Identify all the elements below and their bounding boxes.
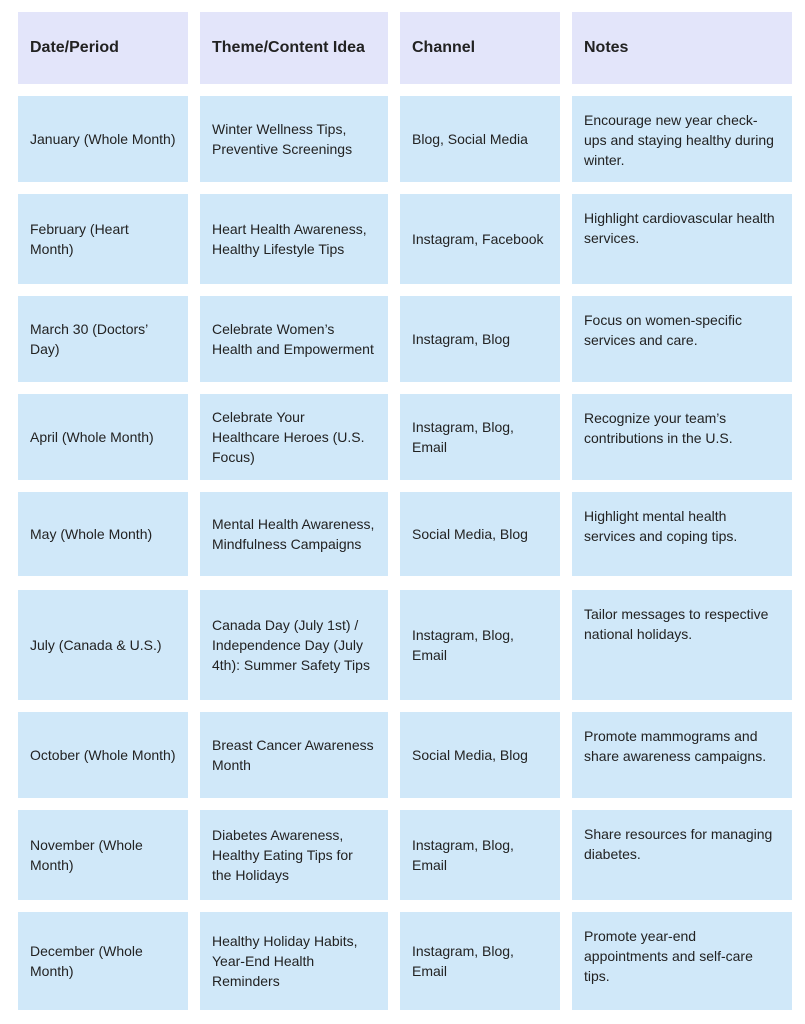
cell-channel: Instagram, Blog, Email (400, 912, 560, 1010)
cell-date-period: February (Heart Month) (18, 194, 188, 284)
cell-channel: Instagram, Facebook (400, 194, 560, 284)
cell-channel: Instagram, Blog, Email (400, 810, 560, 900)
cell-channel: Instagram, Blog, Email (400, 590, 560, 700)
cell-channel: Instagram, Blog (400, 296, 560, 382)
cell-theme: Celebrate Your Healthcare Heroes (U.S. Focus) (200, 394, 388, 480)
cell-date-period: December (Whole Month) (18, 912, 188, 1010)
cell-theme: Healthy Holiday Habits, Year-End Health Reminders (200, 912, 388, 1010)
cell-date-period: May (Whole Month) (18, 492, 188, 576)
cell-date-period: April (Whole Month) (18, 394, 188, 480)
header-notes: Notes (572, 12, 792, 84)
header-date-period: Date/Period (18, 12, 188, 84)
cell-theme: Celebrate Women’s Health and Empowerment (200, 296, 388, 382)
cell-notes: Highlight mental health services and coping tips. (572, 492, 792, 576)
cell-date-period: March 30 (Doctors’ Day) (18, 296, 188, 382)
cell-date-period: January (Whole Month) (18, 96, 188, 182)
cell-notes: Promote mammograms and share awareness campaigns. (572, 712, 792, 798)
cell-notes: Promote year-end appointments and self-care tips. (572, 912, 792, 1010)
cell-theme: Canada Day (July 1st) / Independence Day (July 4th): Summer Safety Tips (200, 590, 388, 700)
cell-notes: Highlight cardiovascular health services. (572, 194, 792, 284)
cell-date-period: October (Whole Month) (18, 712, 188, 798)
cell-channel: Blog, Social Media (400, 96, 560, 182)
cell-theme: Diabetes Awareness, Healthy Eating Tips for the Holidays (200, 810, 388, 900)
cell-notes: Focus on women-specific services and care. (572, 296, 792, 382)
cell-theme: Heart Health Awareness, Healthy Lifestyle Tips (200, 194, 388, 284)
cell-theme: Mental Health Awareness, Mindfulness Campaigns (200, 492, 388, 576)
cell-theme: Breast Cancer Awareness Month (200, 712, 388, 798)
cell-notes: Share resources for managing diabetes. (572, 810, 792, 900)
cell-notes: Recognize your team’s contributions in the U.S. (572, 394, 792, 480)
cell-date-period: November (Whole Month) (18, 810, 188, 900)
cell-channel: Social Media, Blog (400, 492, 560, 576)
cell-channel: Instagram, Blog, Email (400, 394, 560, 480)
cell-notes: Encourage new year check-ups and staying healthy during winter. (572, 96, 792, 182)
cell-theme: Winter Wellness Tips, Preventive Screenings (200, 96, 388, 182)
header-channel: Channel (400, 12, 560, 84)
cell-notes: Tailor messages to respective national holidays. (572, 590, 792, 700)
cell-channel: Social Media, Blog (400, 712, 560, 798)
header-theme: Theme/Content Idea (200, 12, 388, 84)
cell-date-period: July (Canada & U.S.) (18, 590, 188, 700)
